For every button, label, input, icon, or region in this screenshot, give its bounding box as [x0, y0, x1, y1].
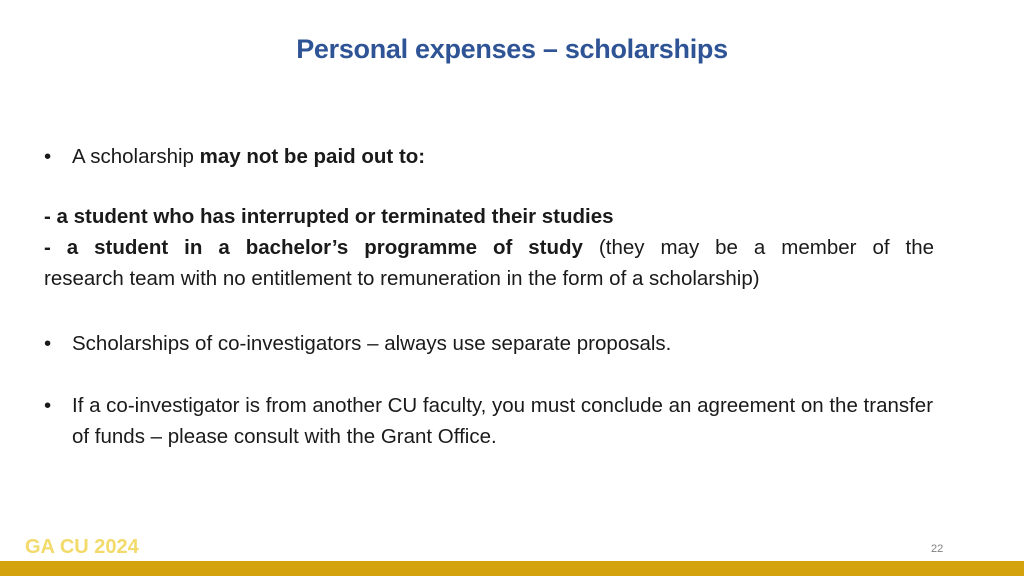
page-title: Personal expenses – scholarships	[296, 34, 728, 64]
exclusion-item-interrupted	[44, 201, 934, 232]
exclusion-list	[44, 201, 934, 294]
footer-bar	[0, 561, 1024, 576]
bullet-dot-icon: •	[44, 145, 52, 168]
bullet-text: Scholarships of co-investigators – always use separate proposals.	[72, 332, 672, 355]
exclusion-item-bachelor-bold: - a student in a bachelor’s programme of study	[44, 236, 583, 259]
bullet-text: If a co-investigator is from another CU faculty, you must conclude an agreement on the transfer of funds – please consult with the Grant Office.	[72, 394, 934, 448]
bullet-item-scholarship-restriction	[44, 141, 934, 172]
bullet-dot-icon: •	[44, 332, 52, 355]
exclusion-item-interrupted-text: - a student who has interrupted or terminated their studies	[44, 205, 614, 228]
bullet-text-bold: may not be paid out to:	[199, 145, 426, 168]
bullet-item-co-investigators	[44, 328, 934, 359]
exclusion-item-bachelor-continued	[44, 263, 934, 294]
bullet-item-agreement	[44, 390, 934, 452]
exclusion-item-bachelor-note: (they may be a member of the	[582, 236, 935, 259]
page-number: 22	[931, 543, 944, 555]
bullet-dot-icon: •	[44, 394, 52, 417]
exclusion-item-bachelor-note-continued: research team with no entitlement to remuneration in the form of a scholarship)	[44, 267, 760, 290]
bullet-text-normal: A scholarship	[72, 145, 200, 168]
exclusion-item-bachelor	[44, 232, 934, 263]
footer-label: GA CU 2024	[25, 536, 139, 558]
